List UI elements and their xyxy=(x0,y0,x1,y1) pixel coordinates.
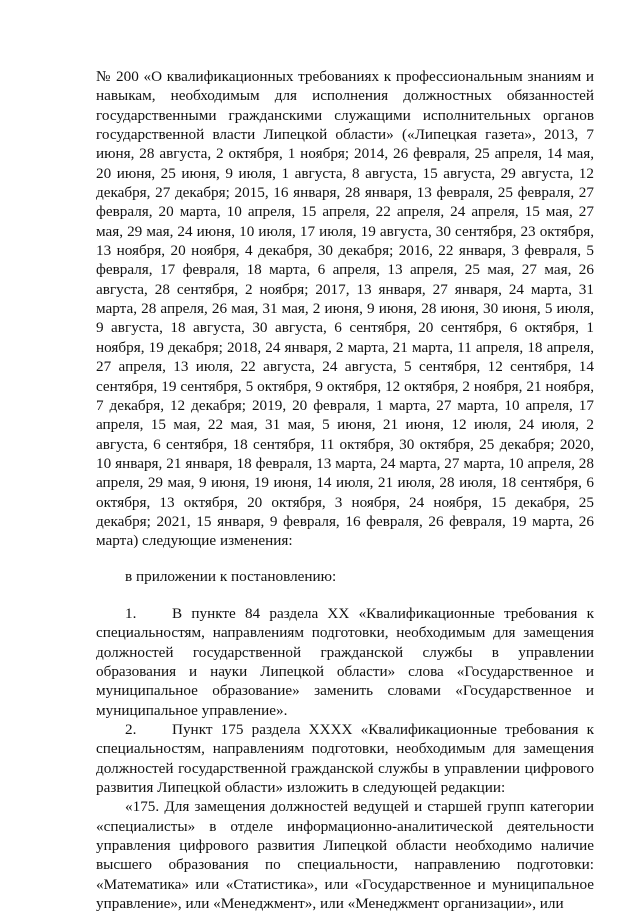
item-1-number: 1. xyxy=(125,604,137,622)
item-2-paragraph xyxy=(96,720,594,797)
annex-line: в приложении к постановлению: xyxy=(125,567,337,585)
item-1-paragraph xyxy=(96,604,594,720)
intro-paragraph: № 200 «О квалификационных требованиях к профессиональным знаниям и навыкам, необходимым для исполнения должностных обязанностей государственными гражданскими служащими исполнительных органов государственной власти Липецкой области» («Липецкая газета», 2013, 7 июня, 28 августа, 2 октября, 1 ноября; 2014, 26 февраля, 25 апреля, 14 мая, 20 июня, 25 июня, 9 июля, 1 августа, 8 августа, 15 августа, 29 августа, 12 декабря, 27 декабря; 2015, 16 января, 28 января, 13 февраля, 25 февраля, 27 февраля, 20 марта, 10 апреля, 15 апреля, 22 апреля, 24 апреля, 15 мая, 27 мая, 29 мая, 24 июня, 10 июля, 17 июля, 19 августа, 30 сентября, 23 октября, 13 ноября, 20 ноября, 4 декабря, 30 декабря; 2016, 22 января, 3 февраля, 5 февраля, 17 февраля, 18 марта, 6 апреля, 13 апреля, 25 мая, 27 мая, 26 августа, 28 сентября, 2 ноября; 2017, 13 января, 27 января, 24 марта, 31 марта, 28 апреля, 26 мая, 31 мая, 2 июня, 9 июня, 28 июня, 30 июня, 5 июля, 9 августа, 18 августа, 30 августа, 6 сентября, 20 сентября, 6 октября, 1 ноября, 19 декабря; 2018, 24 января, 2 марта, 21 марта, 11 апреля, 18 апреля, 27 апреля, 13 июля, 22 августа, 24 августа, 5 сентября, 12 сентября, 14 сентября, 19 сентября, 5 октября, 9 октября, 12 октября, 2 ноября, 21 ноября, 7 декабря, 12 декабря; 2019, 20 февраля, 1 марта, 27 марта, 10 апреля, 17 апреля, 15 мая, 22 мая, 31 мая, 5 июня, 21 июня, 12 июля, 24 июля, 2 августа, 6 сентября, 18 сентября, 11 октября, 30 октября, 25 декабря; 2020, 10 января, 21 января, 18 февраля, 13 марта, 24 марта, 27 марта, 10 апреля, 28 апреля, 29 мая, 9 июня, 19 июня, 14 июля, 21 июля, 28 июля, 18 сентября, 6 октября, 13 октября, 20 октября, 3 ноября, 24 ноября, 15 декабря, 25 декабря; 2021, 15 января, 9 февраля, 16 февраля, 26 февраля, 19 марта, 26 марта) следующие изменения: xyxy=(96,68,594,550)
item-2-text: Пункт 175 раздела XXXX «Квалификационные требования к специальностям, направлениям подготовки, необходимым для замещения должностей государственной гражданской службы в управлении цифрового развития Липецкой области» изложить в следующей редакции: xyxy=(96,721,594,797)
item-2-number: 2. xyxy=(125,721,137,738)
item-1-text: В пункте 84 раздела XX «Квалификационные требования к специальностям, направлениям подготовки, необходимым для замещения должностей государственной гражданской службы в управлении образования и науки Липецкой области» слова «Государственное и муниципальное образование» заменить словами «Государственное и муниципальное управление». xyxy=(96,604,594,719)
document-body xyxy=(96,67,594,913)
quote-paragraph: «175. Для замещения должностей ведущей и старшей групп категории «специалисты» в отделе информационно-аналитической деятельности управления цифрового развития Липецкой области необходимо наличие высшего образования по специальности, направлению подготовки: «Математика» или «Статистика», или «Государственное и муниципальное управление», или «Менеджмент», или «Менеджмент организации», или xyxy=(96,798,594,913)
